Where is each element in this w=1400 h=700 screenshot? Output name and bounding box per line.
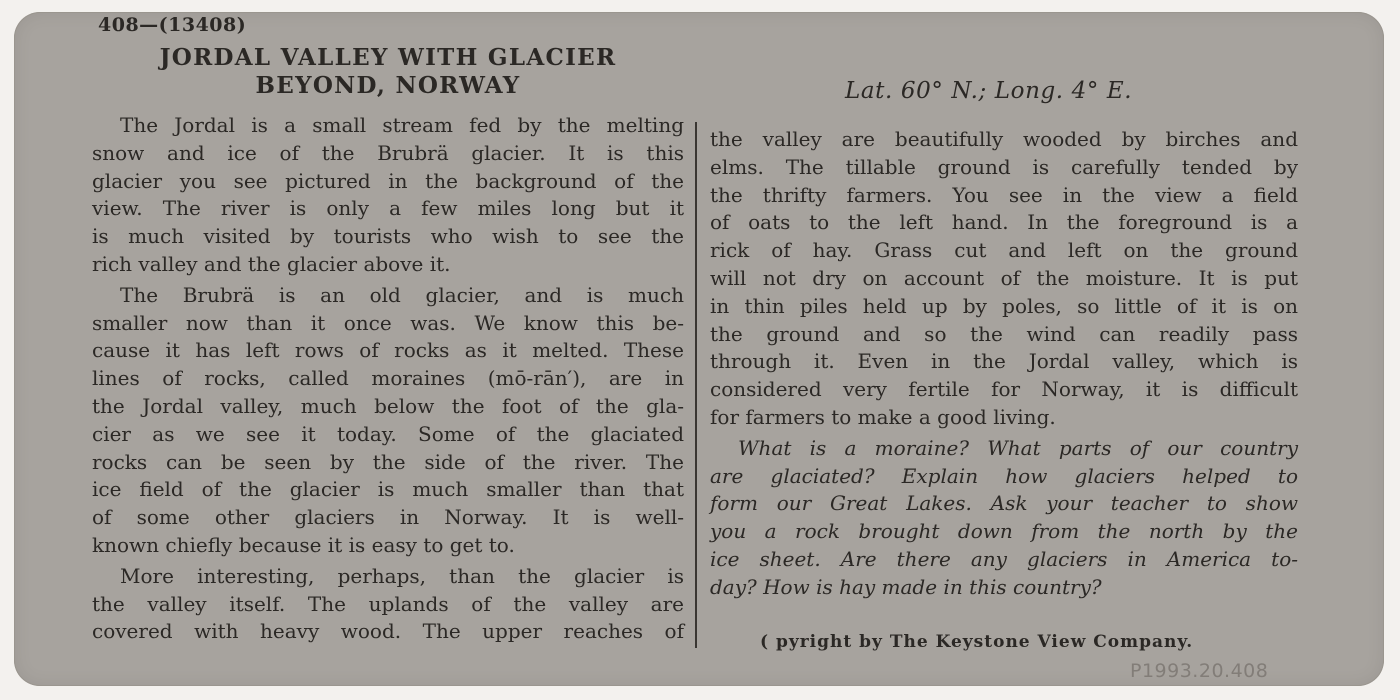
text-line: of some other glaciers in Norway. It is well- [92,505,684,530]
text-line: lines of rocks, called moraines (mō-rān′), are in [92,366,684,391]
question-line: What is a moraine? What parts of our country [738,435,1298,460]
text-line: The Jordal is a small stream fed by the melting [120,113,684,137]
text-line: view. The river is only a few miles long but it [92,196,684,221]
right-text-column [710,126,1298,602]
text-line: rocks can be seen by the side of the river. The [92,449,684,474]
text-line: known chiefly because it is easy to get to. [92,532,515,557]
text-line: rich valley and the glacier above it. [92,251,451,276]
text-line: elms. The tillable ground is carefully tended by [710,154,1298,179]
left-text-column [92,112,684,646]
text-line: the thrifty farmers. You see in the view a field [710,182,1298,207]
question-line: ice sheet. Are there any glaciers in America to- [710,546,1298,571]
text-line: cause it has left rows of rocks as it melted. These [92,338,684,363]
title-line-2: BEYOND, NORWAY [255,72,521,99]
text-line: cier as we see it today. Some of the glaciated [92,421,684,446]
text-line: More interesting, perhaps, than the glacier is [120,563,684,588]
text-line: is much visited by tourists who wish to see the [92,224,684,249]
text-line: rick of hay. Grass cut and left on the ground [710,238,1298,263]
text-line: the ground and so the wind can readily pass [710,321,1298,346]
question-line: you a rock brought down from the north by the [710,519,1298,544]
catalog-number: 408—(13408) [98,14,247,36]
text-line: snow and ice of the Brubrä glacier. It is this [92,140,684,165]
title-line-1: JORDAL VALLEY WITH GLACIER [159,44,617,71]
text-line: the valley itself. The uplands of the valley are [92,591,684,616]
question-line: form our Great Lakes. Ask your teacher to show [710,491,1298,516]
text-line: ice field of the glacier is much smaller than that [92,477,684,502]
text-line: for farmers to make a good living. [710,404,1056,429]
text-line: covered with heavy wood. The upper reaches of [92,619,684,644]
accession-number: P1993.20.408 [1130,660,1269,682]
question-line: day? How is hay made in this country? [710,574,1102,599]
card-title [88,44,688,100]
copyright-notice: ( pyright by The Keystone View Company. [760,632,1194,652]
text-line: considered very fertile for Norway, it is difficult [710,377,1298,402]
text-line: will not dry on account of the moisture. It is put [710,265,1298,290]
text-line: of oats to the left hand. In the foreground is a [710,210,1298,235]
text-line: through it. Even in the Jordal valley, which is [710,349,1298,374]
question-line: are glaciated? Explain how glaciers helped to [710,463,1298,488]
text-line: in thin piles held up by poles, so little of it is on [710,293,1298,318]
column-divider [695,122,697,648]
text-line: glacier you see pictured in the background of the [92,168,684,193]
text-line: the Jordal valley, much below the foot of the gla- [92,393,684,418]
coordinates: Lat. 60° N.; Long. 4° E. [845,78,1133,104]
text-line: the valley are beautifully wooded by birches and [710,127,1298,151]
text-line: smaller now than it once was. We know this be- [92,310,684,335]
text-line: The Brubrä is an old glacier, and is much [120,282,684,307]
